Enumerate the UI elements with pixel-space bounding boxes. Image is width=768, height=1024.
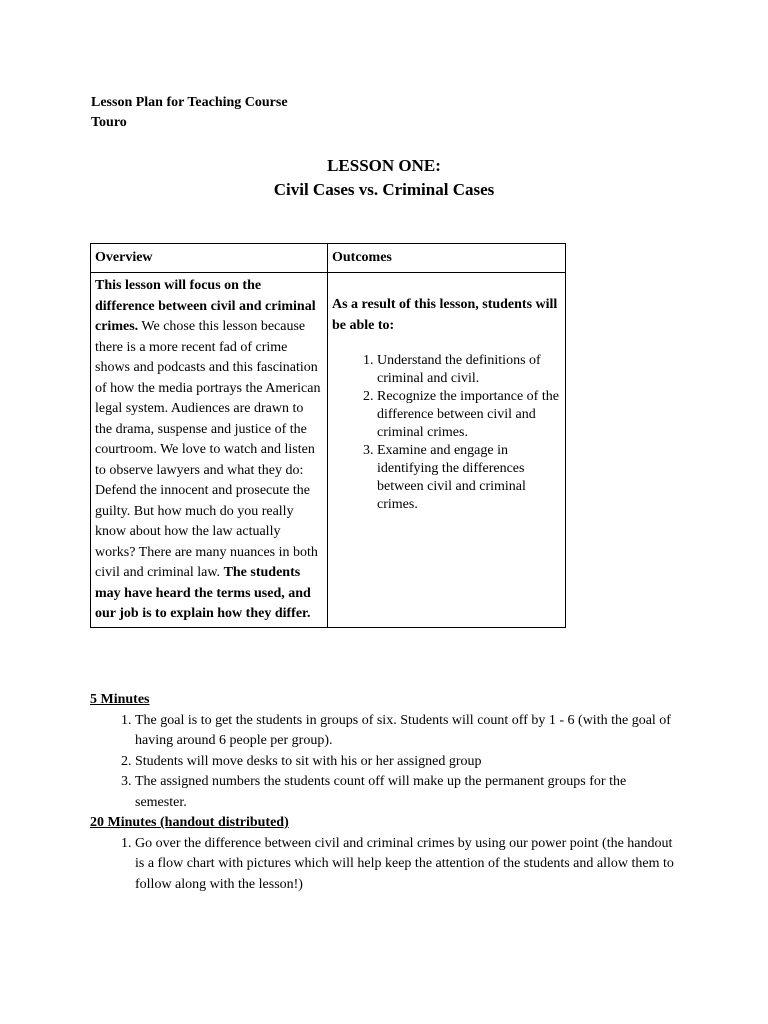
document-header <box>91 93 288 133</box>
outcome-item: 1. Understand the definitions of criminal and civil. <box>377 352 561 388</box>
section-heading-20-minutes: 20 Minutes (handout distributed) <box>90 815 289 830</box>
lesson-plan-table <box>90 243 566 628</box>
overview-header: Overview <box>91 244 328 273</box>
overview-intro: This lesson will focus on the difference between civil and criminal crimes. <box>95 278 316 334</box>
institution-name: Touro <box>91 115 127 130</box>
overview-outro: The students may have heard the terms used, and our job is to explain how they differ. <box>95 565 311 621</box>
overview-cell <box>91 273 328 628</box>
table-body-row <box>91 273 566 628</box>
overview-body: We chose this lesson because there is a more recent fad of crime shows and podcasts and this fascination of how the media portrays the American legal system. Audiences are drawn to the drama, suspense and justice of the courtroom. We love to watch and listen to observe lawyers and what they do: Defend the innocent and prosecute the guilty. But how much do you really know about how the law actually works? There are many nuances in both civil and criminal law. <box>95 319 321 580</box>
list-item: 2. Students will move desks to sit with his or her assigned group <box>135 752 680 773</box>
section2-list <box>90 834 680 896</box>
list-item: 1. Go over the difference between civil and criminal crimes by using our power point (the handout is a flow chart with pictures which will help keep the attention of the students and allow them to follow along with the lesson!) <box>135 834 680 896</box>
outcome-item: 3. Examine and engage in identifying the differences between civil and criminal crimes. <box>377 442 561 514</box>
outcomes-header: Outcomes <box>328 244 566 273</box>
course-title: Lesson Plan for Teaching Course <box>91 95 288 110</box>
section1-list <box>90 711 680 814</box>
outcomes-list <box>332 352 561 514</box>
outcome-item: 2. Recognize the importance of the difference between civil and criminal crimes. <box>377 388 561 442</box>
outcomes-cell <box>328 273 566 628</box>
lesson-number: LESSON ONE: <box>327 156 441 175</box>
lesson-topic: Civil Cases vs. Criminal Cases <box>273 180 495 199</box>
list-item: 1. The goal is to get the students in groups of six. Students will count off by 1 - 6 (with the goal of having around 6 people per group). <box>135 711 680 752</box>
table-header-row <box>91 244 566 273</box>
lesson-title <box>0 154 768 202</box>
lesson-schedule <box>90 690 680 895</box>
list-item: 3. The assigned numbers the students count off will make up the permanent groups for the semester. <box>135 772 680 813</box>
outcomes-intro: As a result of this lesson, students will be able to: <box>332 297 558 333</box>
section-heading-5-minutes: 5 Minutes <box>90 692 150 707</box>
